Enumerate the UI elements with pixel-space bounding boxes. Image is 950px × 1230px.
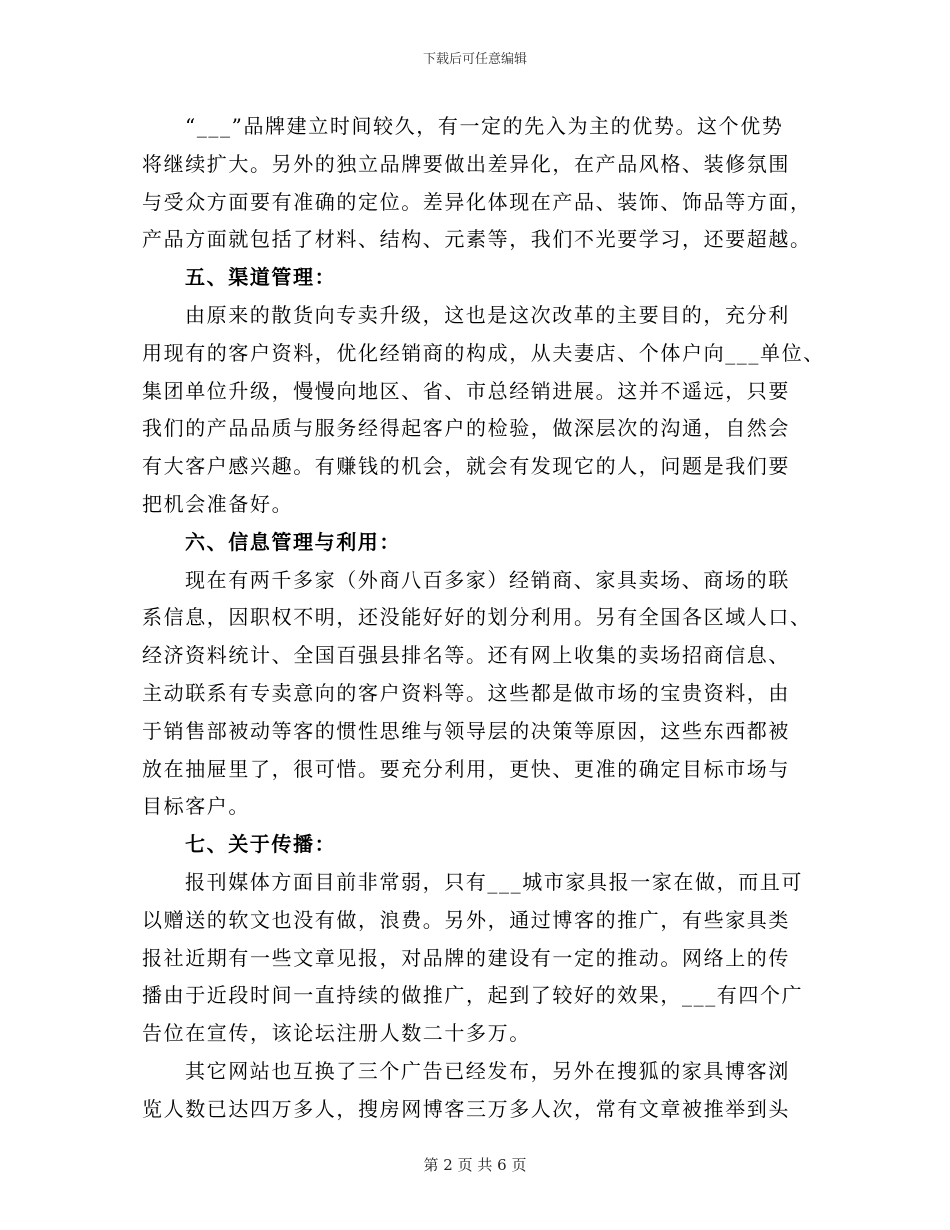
section-heading-channel-management: 五、渠道管理： <box>185 265 337 290</box>
paragraph-line: 将继续扩大。另外的独立品牌要做出差异化，在产品风格、装修氛围 <box>142 151 790 176</box>
paragraph-line: 报社近期有一些文章见报，对品牌的建设有一定的推动。网络上的传 <box>142 945 790 970</box>
section-heading-communication: 七、关于传播： <box>185 832 337 857</box>
paragraph-line: 报刊媒体方面目前非常弱，只有___城市家具报一家在做，而且可 <box>185 869 803 894</box>
paragraph-line: 与受众方面要有准确的定位。差异化体现在产品、装饰、饰品等方面， <box>142 189 812 214</box>
document-body <box>142 108 832 1129</box>
paragraph-line: 放在抽屉里了，很可惜。要充分利用，更快、更准的确定目标市场与 <box>142 756 790 781</box>
page-number: 第 2 页 共 6 页 <box>423 1156 527 1174</box>
paragraph-line: “___”品牌建立时间较久，有一定的先入为主的优势。这个优势 <box>185 114 784 138</box>
paragraph-line: 目标客户。 <box>142 794 250 819</box>
paragraph-line: 其它网站也互换了三个广告已经发布，另外在搜狐的家具博客浏 <box>185 1058 790 1083</box>
paragraph-line: 经济资料统计、全国百强县排名等。还有网上收集的卖场招商信息、 <box>142 643 790 668</box>
paragraph-line: 由原来的散货向专卖升级，这也是这次改革的主要目的，充分利 <box>185 302 790 327</box>
paragraph-line: 我们的产品品质与服务经得起客户的检验，做深层次的沟通，自然会 <box>142 416 790 441</box>
paragraph-line: 有大客户感兴趣。有赚钱的机会，就会有发现它的人，问题是我们要 <box>142 454 790 479</box>
paragraph-line: 播由于近段时间一直持续的做推广，起到了较好的效果，___有四个广 <box>142 983 804 1008</box>
paragraph-line: 现在有两千多家（外商八百多家）经销商、家具卖场、商场的联 <box>185 567 790 592</box>
paragraph-line: 用现有的客户资料，优化经销商的构成，从夫妻店、个体户向___单位、 <box>142 340 825 365</box>
paragraph-line: 产品方面就包括了材料、结构、元素等，我们不光要学习，还要超越。 <box>142 227 812 252</box>
paragraph-line: 于销售部被动等客的惯性思维与领导层的决策等原因，这些东西都被 <box>142 718 790 743</box>
page-header-note: 下载后可任意编辑 <box>422 52 527 67</box>
paragraph-line: 告位在宣传，该论坛注册人数二十多万。 <box>142 1021 531 1046</box>
paragraph-line: 览人数已达四万多人，搜房网博客三万多人次，常有文章被推举到头 <box>142 1096 790 1121</box>
paragraph-line: 以赠送的软文也没有做，浪费。另外，通过博客的推广，有些家具类 <box>142 907 790 932</box>
paragraph-line: 主动联系有专卖意向的客户资料等。这些都是做市场的宝贵资料，由 <box>142 680 790 705</box>
paragraph-line: 集团单位升级，慢慢向地区、省、市总经销进展。这并不遥远，只要 <box>142 378 790 403</box>
paragraph-line: 把机会准备好。 <box>142 491 294 516</box>
section-heading-information-management: 六、信息管理与利用： <box>185 529 401 554</box>
paragraph-line: 系信息，因职权不明，还没能好好的划分利用。另有全国各区域人口、 <box>142 605 812 630</box>
